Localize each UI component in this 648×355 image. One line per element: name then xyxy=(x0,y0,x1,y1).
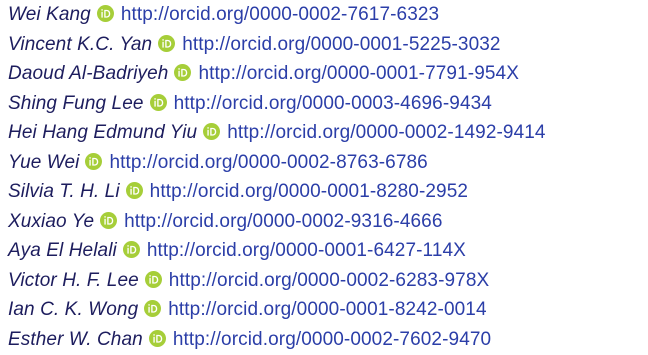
orcid-icon[interactable] xyxy=(150,94,167,111)
orcid-link[interactable]: http://orcid.org/0000-0001-5225-3032 xyxy=(182,33,501,55)
author-name: Daoud Al-Badriyeh xyxy=(8,63,169,84)
orcid-link[interactable]: http://orcid.org/0000-0002-7602-9470 xyxy=(172,328,492,350)
author-name: Ian C. K. Wong xyxy=(8,299,139,320)
author-name: Yue Wei xyxy=(8,151,80,173)
orcid-icon[interactable] xyxy=(203,123,220,140)
orcid-icon[interactable] xyxy=(100,212,117,229)
author-row-12 xyxy=(8,325,644,355)
orcid-icon[interactable] xyxy=(126,182,143,199)
author-name: Vincent K.C. Yan xyxy=(8,33,153,55)
orcid-icon[interactable] xyxy=(97,5,114,22)
author-name: Xuxiao Ye xyxy=(8,210,95,232)
orcid-icon[interactable] xyxy=(174,64,191,81)
orcid-link[interactable]: http://orcid.org/0000-0002-7617-6323 xyxy=(120,4,440,25)
orcid-link[interactable]: http://orcid.org/0000-0001-8242-0014 xyxy=(168,299,487,320)
orcid-icon[interactable] xyxy=(158,35,175,52)
orcid-icon[interactable] xyxy=(145,271,162,288)
author-row-3 xyxy=(8,59,644,89)
orcid-icon[interactable] xyxy=(149,330,166,347)
author-name: Shing Fung Lee xyxy=(8,92,144,114)
author-name: Wei Kang xyxy=(8,4,91,25)
author-name: Aya El Helali xyxy=(8,240,117,261)
author-row-8 xyxy=(8,207,644,237)
author-row-11 xyxy=(8,295,644,325)
author-row-9 xyxy=(8,236,644,266)
orcid-link[interactable]: http://orcid.org/0000-0002-1492-9414 xyxy=(227,122,546,143)
author-name: Silvia T. H. Li xyxy=(8,181,120,202)
author-row-7 xyxy=(8,177,644,207)
orcid-link[interactable]: http://orcid.org/0000-0002-9316-4666 xyxy=(124,210,443,232)
author-name: Hei Hang Edmund Yiu xyxy=(8,122,198,143)
author-row-6 xyxy=(8,148,644,178)
author-row-2 xyxy=(8,30,644,60)
orcid-icon[interactable] xyxy=(85,153,102,170)
orcid-icon[interactable] xyxy=(144,300,161,317)
author-orcid-list xyxy=(8,0,644,354)
author-row-1 xyxy=(8,0,644,30)
author-row-5 xyxy=(8,118,644,148)
orcid-link[interactable]: http://orcid.org/0000-0002-6283-978X xyxy=(168,269,490,291)
orcid-link[interactable]: http://orcid.org/0000-0003-4696-9434 xyxy=(173,92,492,114)
orcid-link[interactable]: http://orcid.org/0000-0001-8280-2952 xyxy=(149,181,469,202)
orcid-icon[interactable] xyxy=(123,241,140,258)
author-row-4 xyxy=(8,89,644,119)
orcid-link[interactable]: http://orcid.org/0000-0002-8763-6786 xyxy=(109,151,428,173)
orcid-link[interactable]: http://orcid.org/0000-0001-7791-954X xyxy=(198,63,519,84)
author-name: Esther W. Chan xyxy=(8,328,143,350)
author-row-10 xyxy=(8,266,644,296)
orcid-link[interactable]: http://orcid.org/0000-0001-6427-114X xyxy=(146,240,466,261)
author-name: Victor H. F. Lee xyxy=(8,269,139,291)
